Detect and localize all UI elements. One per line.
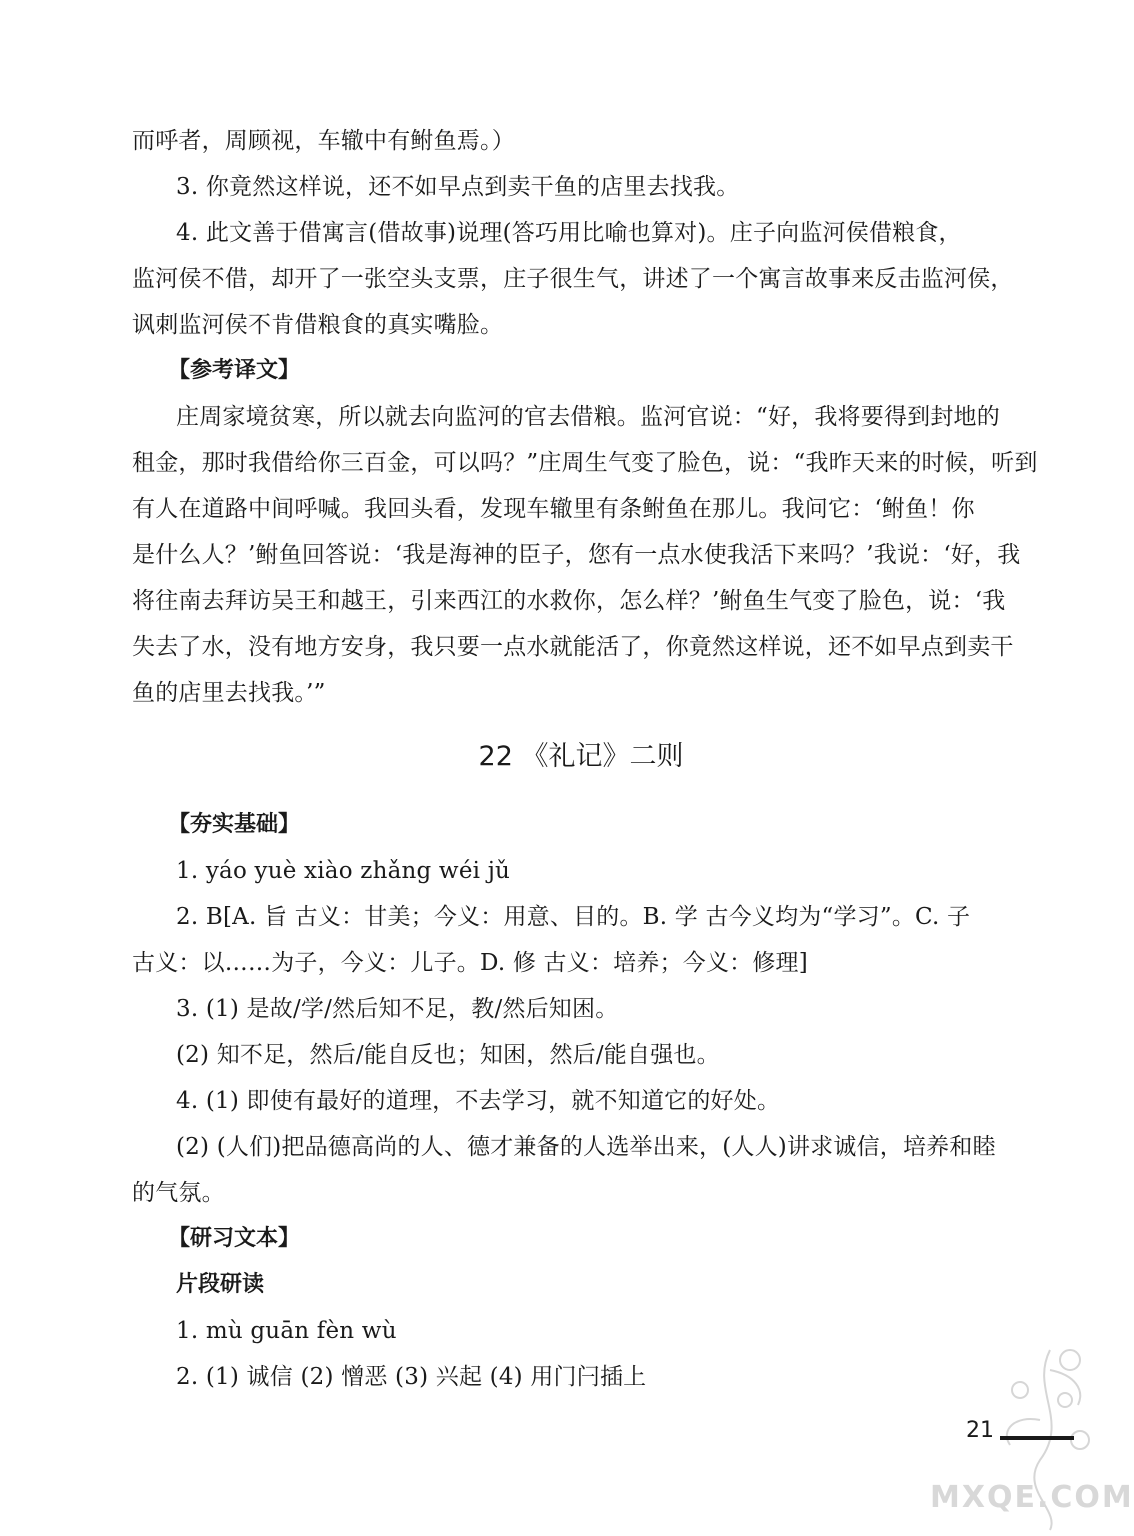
translation-line: 将往南去拜访吴王和越王，引来西江的水救你，怎么样？’鲋鱼生气变了脸色，说：‘我 (132, 588, 1006, 614)
foundation-q3-1: 3. (1) 是故/学/然后知不足，教/然后知困。 (176, 996, 619, 1022)
text-line: 而呼者，周顾视，车辙中有鲋鱼焉。） (132, 128, 515, 154)
study-q1: 1. mù guān fèn wù (176, 1318, 397, 1344)
foundation-q1: 1. yáo yuè xiào zhǎng wéi jǔ (176, 858, 511, 884)
page-number-rule (1000, 1436, 1074, 1440)
foundation-q4-1: 4. (1) 即使有最好的道理，不去学习，就不知道它的好处。 (176, 1088, 781, 1114)
foundation-q2: 2. B[A. 旨 古义：甘美；今义：用意、目的。B. 学 古今义均为“学习”。C. 子 (176, 904, 971, 930)
translation-line: 有人在道路中间呼喊。我回头看，发现车辙里有条鲋鱼在那儿。我问它：‘鲋鱼！你 (132, 496, 975, 522)
study-q2: 2. (1) 诚信 (2) 憎恶 (3) 兴起 (4) 用门闩插上 (176, 1364, 647, 1390)
text-line: 讽刺监河侯不肯借粮食的真实嘴脸。 (132, 312, 504, 338)
section-title: 22 《礼记》二则 (478, 741, 684, 772)
translation-heading: 【参考译文】 (168, 358, 301, 383)
foundation-q3-2: (2) 知不足，然后/能自反也；知困，然后/能自强也。 (176, 1042, 720, 1068)
translation-line: 失去了水，没有地方安身，我只要一点水就能活了，你竟然这样说，还不如早点到卖干 (132, 634, 1014, 660)
study-heading: 【研习文本】 (168, 1226, 301, 1251)
foundation-q4-2-cont: 的气氛。 (132, 1180, 225, 1206)
answer-4: 4. 此文善于借寓言(借故事)说理(答巧用比喻也算对)。庄子向监河侯借粮食， (176, 220, 962, 246)
page-content (132, 118, 1038, 1400)
translation-line: 鱼的店里去找我。’” (132, 680, 326, 706)
translation-line: 庄周家境贫寒，所以就去向监河的官去借粮。监河官说：“好，我将要得到封地的 (176, 404, 1000, 430)
foundation-heading: 【夯实基础】 (168, 812, 301, 837)
translation-line: 是什么人？’鲋鱼回答说：‘我是海神的臣子，您有一点水使我活下来吗？’我说：‘好，我 (132, 542, 1021, 568)
foundation-q2-cont: 古义：以……为子，今义：儿子。D. 修 古义：培养；今义：修理] (132, 950, 808, 976)
page-number: 21 (966, 1418, 994, 1443)
foundation-q4-2: (2) (人们)把品德高尚的人、德才兼备的人选举出来，(人人)讲求诚信，培养和睦 (176, 1134, 996, 1160)
text-line: 监河侯不借，却开了一张空头支票，庄子很生气，讲述了一个寓言故事来反击监河侯， (132, 266, 1014, 292)
answer-3: 3. 你竟然这样说，还不如早点到卖干鱼的店里去找我。 (176, 174, 740, 200)
translation-line: 租金，那时我借给你三百金，可以吗？”庄周生气变了脸色，说：“我昨天来的时候，听到 (132, 450, 1038, 476)
watermark-text: MXQE.COM (930, 1480, 1134, 1515)
study-sub-heading: 片段研读 (176, 1272, 265, 1297)
